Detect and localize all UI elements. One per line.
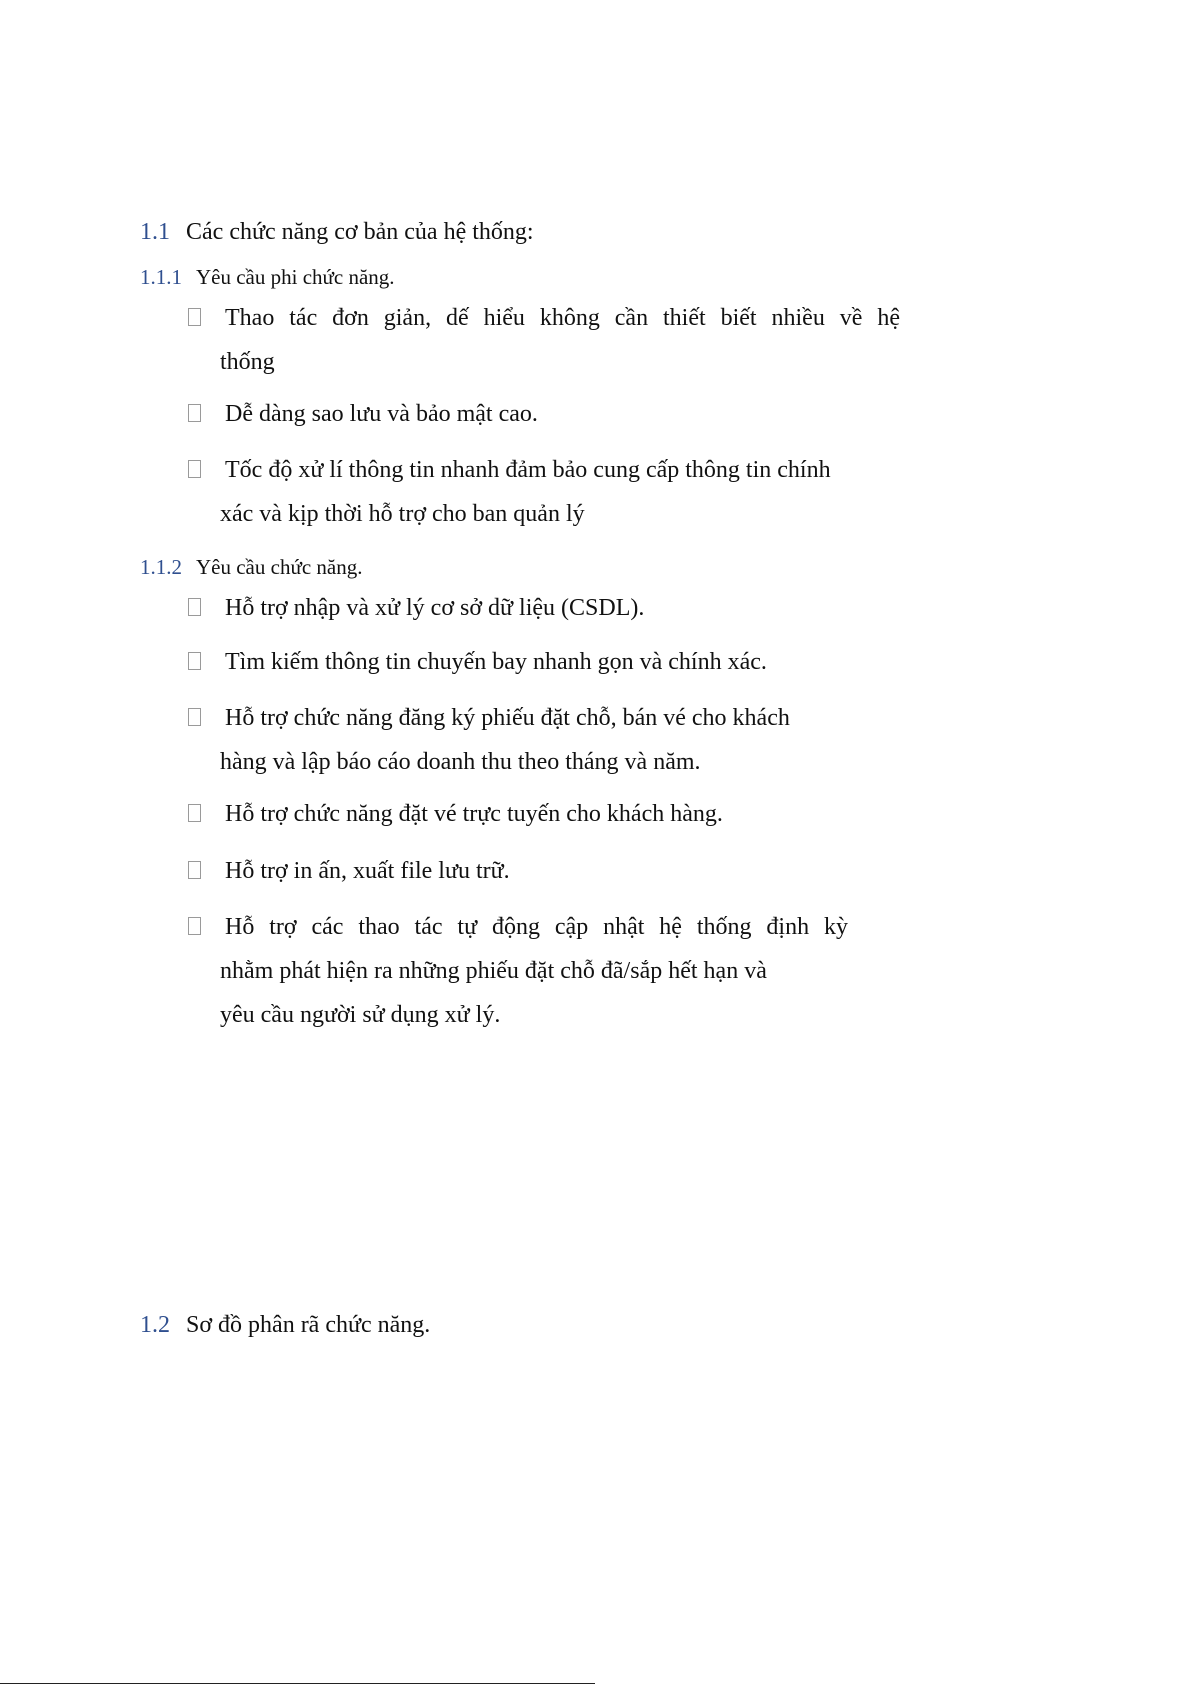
list-item-text: Thao tác đơn giản, dế hiểu không cần thiết biết nhiều về hệ	[225, 305, 900, 331]
list-item-text: Dễ dàng sao lưu và bảo mật cao.	[225, 401, 538, 427]
list-item	[188, 905, 848, 1037]
list-item-text: Hỗ trợ các thao tác tự động cập nhật hệ thống định kỳ	[225, 914, 848, 940]
checkbox-bullet-icon	[188, 917, 201, 935]
list-item	[188, 696, 900, 784]
list-item	[188, 392, 900, 436]
section-title: Yêu cầu chức năng.	[196, 555, 363, 579]
section-heading-1-2	[140, 1312, 430, 1339]
list-item	[188, 849, 900, 893]
checkbox-bullet-icon	[188, 861, 201, 879]
checkbox-bullet-icon	[188, 404, 201, 422]
section-number: 1.1	[140, 219, 170, 245]
list-item-text: Tìm kiếm thông tin chuyến bay nhanh gọn và chính xác.	[225, 649, 767, 675]
checkbox-bullet-icon	[188, 708, 201, 726]
section-number: 1.2	[140, 1312, 170, 1338]
section-title: Các chức năng cơ bản của hệ thống:	[186, 219, 534, 245]
list-item-text-continued: thống	[220, 349, 275, 375]
list-item	[188, 586, 900, 630]
list-item	[188, 792, 900, 836]
section-heading-1-1-1	[140, 265, 395, 290]
section-heading-1-1	[140, 219, 534, 246]
list-item	[188, 640, 900, 684]
checkbox-bullet-icon	[188, 308, 201, 326]
list-item-text: Hỗ trợ nhập và xử lý cơ sở dữ liệu (CSDL).	[225, 595, 645, 621]
list-item-text-continued: hàng và lập báo cáo doanh thu theo tháng và năm.	[220, 749, 701, 775]
list-item-text: Hỗ trợ chức năng đặt vé trực tuyến cho khách hàng.	[225, 801, 723, 827]
checkbox-bullet-icon	[188, 598, 201, 616]
list-item	[188, 296, 900, 384]
section-title: Sơ đồ phân rã chức năng.	[186, 1312, 431, 1338]
checkbox-bullet-icon	[188, 804, 201, 822]
checkbox-bullet-icon	[188, 460, 201, 478]
section-heading-1-1-2	[140, 555, 362, 580]
list-item-text: Tốc độ xử lí thông tin nhanh đảm bảo cung cấp thông tin chính	[225, 457, 831, 483]
list-item-text-continued: xác và kịp thời hỗ trợ cho ban quản lý	[220, 501, 585, 527]
section-number: 1.1.2	[140, 555, 182, 579]
list-item-text: Hỗ trợ in ấn, xuất file lưu trữ.	[225, 858, 510, 884]
list-item-text-continued: nhằm phát hiện ra những phiếu đặt chỗ đã/sắp hết hạn và	[220, 958, 767, 984]
section-number: 1.1.1	[140, 265, 182, 289]
footer-rule	[0, 1683, 595, 1684]
list-item-text-continued: yêu cầu người sử dụng xử lý.	[220, 1002, 501, 1028]
list-item	[188, 448, 900, 536]
section-title: Yêu cầu phi chức năng.	[196, 265, 395, 289]
checkbox-bullet-icon	[188, 652, 201, 670]
list-item-text: Hỗ trợ chức năng đăng ký phiếu đặt chỗ, bán vé cho khách	[225, 705, 790, 731]
